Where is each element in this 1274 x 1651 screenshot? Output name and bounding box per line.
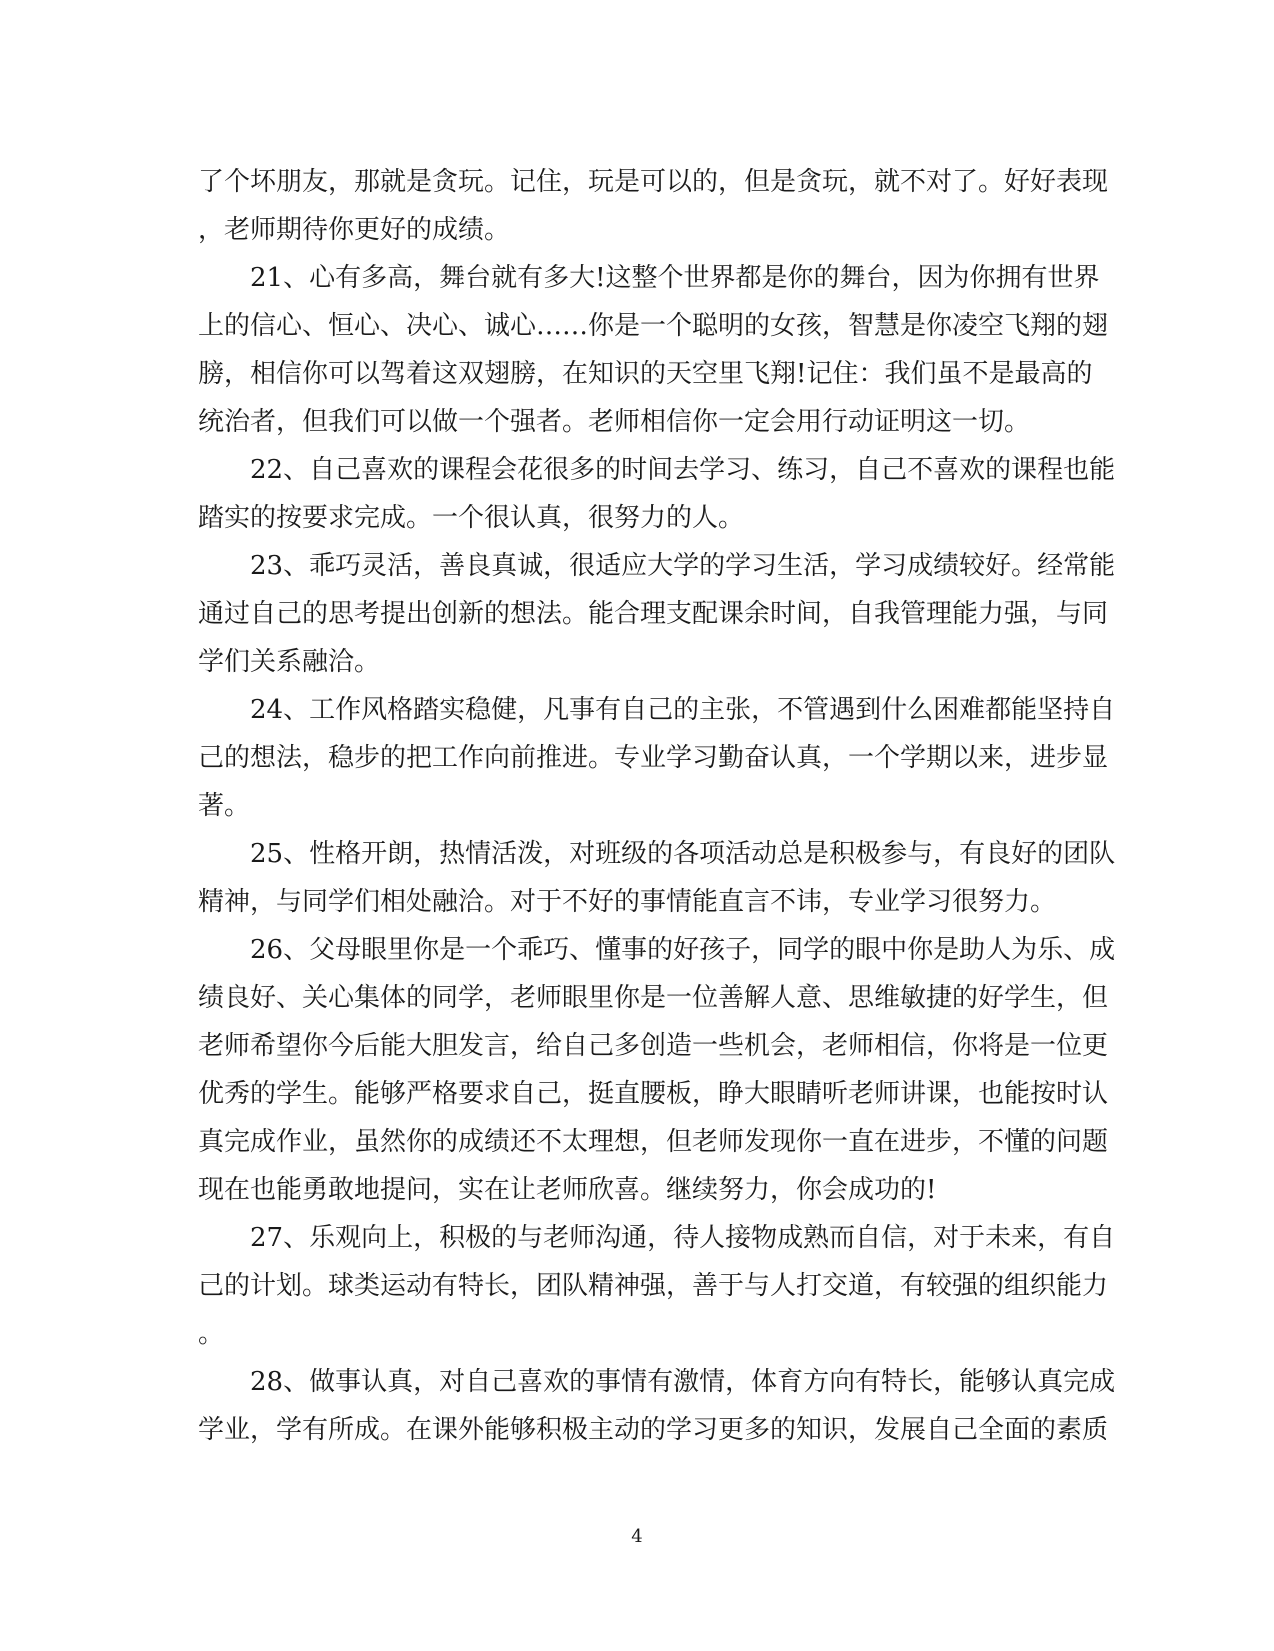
text-line: 28、做事认真，对自己喜欢的事情有激情，体育方向有特长，能够认真完成 [250, 1367, 1116, 1397]
text-line: 21、心有多高，舞台就有多大!这整个世界都是你的舞台，因为你拥有世界 [250, 263, 1100, 293]
text-line: 著。 [198, 791, 251, 821]
paragraph-27 [198, 1214, 1116, 1358]
text-line: 现在也能勇敢地提问，实在让老师欣喜。继续努力，你会成功的! [198, 1175, 937, 1205]
text-line: 真完成作业，虽然你的成绩还不太理想，但老师发现你一直在进步，不懂的问题 [198, 1127, 1109, 1157]
text-line: 精神，与同学们相处融洽。对于不好的事情能直言不讳，专业学习很努力。 [198, 887, 1057, 917]
text-line: 踏实的按要求完成。一个很认真，很努力的人。 [198, 503, 745, 533]
page-number: 4 [631, 1526, 643, 1547]
text-line: 己的想法，稳步的把工作向前推进。专业学习勤奋认真，一个学期以来，进步显 [198, 743, 1109, 773]
paragraph-21 [198, 254, 1109, 446]
text-line: 己的计划。球类运动有特长，团队精神强，善于与人打交道，有较强的组织能力 [198, 1271, 1109, 1301]
paragraph-23 [198, 542, 1116, 686]
paragraph-28 [198, 1358, 1116, 1454]
text-line: 了个坏朋友，那就是贪玩。记住，玩是可以的，但是贪玩，就不对了。好好表现 [198, 167, 1109, 197]
text-line: 学业，学有所成。在课外能够积极主动的学习更多的知识，发展自己全面的素质 [198, 1415, 1109, 1445]
text-line: 优秀的学生。能够严格要求自己，挺直腰板，睁大眼睛听老师讲课，也能按时认 [198, 1079, 1109, 1109]
paragraph-24 [198, 686, 1116, 830]
paragraph-continuation [198, 158, 1109, 254]
text-line: 22、自己喜欢的课程会花很多的时间去学习、练习，自己不喜欢的课程也能 [250, 455, 1116, 485]
paragraph-26 [198, 926, 1116, 1214]
text-line: 23、乖巧灵活，善良真诚，很适应大学的学习生活，学习成绩较好。经常能 [250, 551, 1116, 581]
text-line: 老师希望你今后能大胆发言，给自己多创造一些机会，老师相信，你将是一位更 [198, 1031, 1109, 1061]
text-line: 绩良好、关心集体的同学，老师眼里你是一位善解人意、思维敏捷的好学生，但 [198, 983, 1109, 1013]
text-line: 学们关系融洽。 [198, 647, 381, 677]
text-line: 27、乐观向上，积极的与老师沟通，待人接物成熟而自信，对于未来，有自 [250, 1223, 1116, 1253]
text-line: 膀，相信你可以驾着这双翅膀，在知识的天空里飞翔!记住：我们虽不是最高的 [198, 359, 1093, 389]
paragraph-25 [198, 830, 1116, 926]
text-line: 。 [198, 1319, 225, 1349]
document-body [198, 158, 1116, 1454]
text-line: 24、工作风格踏实稳健，凡事有自己的主张，不管遇到什么困难都能坚持自 [250, 695, 1116, 725]
paragraph-22 [198, 446, 1116, 542]
text-line: 26、父母眼里你是一个乖巧、懂事的好孩子，同学的眼中你是助人为乐、成 [250, 935, 1116, 965]
text-line: 统治者，但我们可以做一个强者。老师相信你一定会用行动证明这一切。 [198, 407, 1031, 437]
text-line: ，老师期待你更好的成绩。 [198, 215, 511, 245]
text-line: 通过自己的思考提出创新的想法。能合理支配课余时间，自我管理能力强，与同 [198, 599, 1109, 629]
text-line: 25、性格开朗，热情活泼，对班级的各项活动总是积极参与，有良好的团队 [250, 839, 1116, 869]
text-line: 上的信心、恒心、决心、诚心……你是一个聪明的女孩，智慧是你凌空飞翔的翅 [198, 311, 1109, 341]
